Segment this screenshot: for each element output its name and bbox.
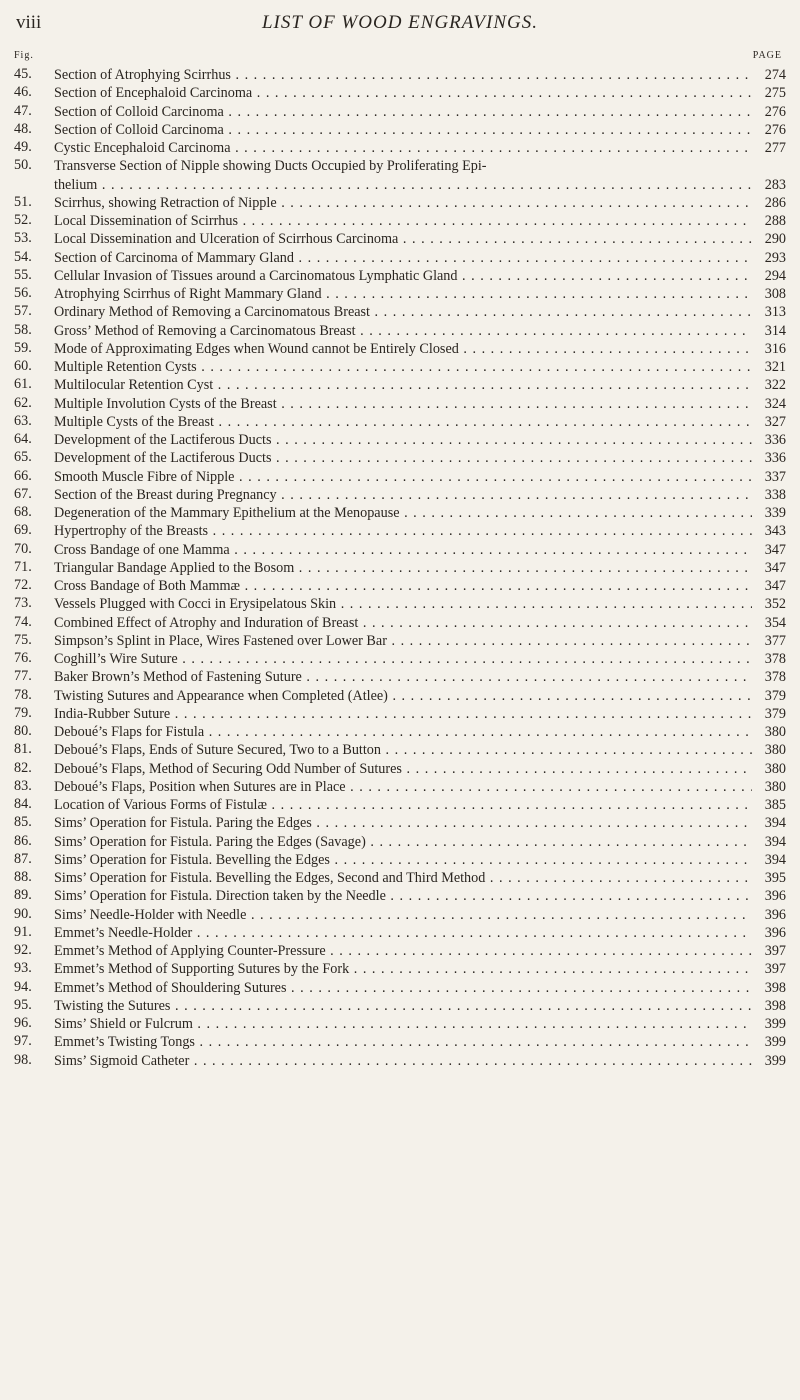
figure-number: 80.	[14, 723, 32, 739]
page-reference: 380	[754, 723, 786, 741]
page-reference: 308	[754, 285, 786, 303]
page-reference: 338	[754, 486, 786, 504]
list-item	[14, 741, 786, 759]
list-item	[14, 796, 786, 814]
figure-number: 53.	[14, 230, 32, 247]
page-header	[16, 12, 784, 40]
page-reference: 293	[754, 249, 786, 267]
list-item	[14, 522, 786, 540]
figure-number: 72.	[14, 577, 32, 593]
figure-title: Sims’ Operation for Fistula. Direction taken by the Needle . . .	[54, 887, 752, 905]
list-item	[14, 541, 786, 559]
list-item	[14, 449, 786, 467]
figure-number: 93.	[14, 960, 32, 977]
figure-title: Sims’ Operation for Fistula. Paring the Edges . . .	[54, 814, 752, 832]
page-reference: 343	[754, 522, 786, 540]
figure-title: Deboué’s Flaps for Fistula . . .	[54, 723, 752, 741]
figure-number: 54.	[14, 248, 32, 265]
list-item	[14, 650, 786, 668]
figure-number: 51.	[14, 193, 32, 210]
figure-number: 79.	[14, 704, 32, 721]
list-item	[14, 942, 786, 960]
figure-number: 57.	[14, 303, 32, 320]
figure-title: Ordinary Method of Removing a Carcinomatous Breast . . .	[54, 303, 752, 321]
figure-number: 82.	[14, 759, 32, 776]
list-item	[14, 431, 786, 449]
figure-title: Section of Carcinoma of Mammary Gland . . .	[54, 249, 752, 267]
figure-title: Deboué’s Flaps, Ends of Suture Secured, Two to a Button . . .	[54, 741, 752, 759]
list-item	[14, 504, 786, 522]
figure-title: Local Dissemination and Ulceration of Scirrhous Carcinoma . . .	[54, 230, 752, 248]
page-reference: 347	[754, 577, 786, 595]
page-reference: 276	[754, 103, 786, 121]
list-item	[14, 340, 786, 358]
figure-title: Sims’ Shield or Fulcrum . . .	[54, 1015, 752, 1033]
list-item	[14, 376, 786, 394]
figure-title: Location of Various Forms of Fistulæ . . .	[54, 796, 752, 814]
page-reference: 394	[754, 833, 786, 851]
figure-number: 47.	[14, 102, 32, 119]
figure-title: Deboué’s Flaps, Position when Sutures are in Place . . .	[54, 778, 752, 796]
figure-title: Transverse Section of Nipple showing Ducts Occupied by Proliferating Epi-	[54, 158, 487, 175]
list-item	[14, 303, 786, 321]
fig-column-label: Fig.	[14, 50, 34, 61]
list-item	[14, 614, 786, 632]
figure-number: 50.	[14, 157, 32, 174]
page-number: viii	[16, 12, 42, 33]
figure-title: Degeneration of the Mammary Epithelium at the Menopause . . .	[54, 504, 752, 522]
list-item	[14, 668, 786, 686]
list-item	[14, 267, 786, 285]
page-reference: 385	[754, 796, 786, 814]
figure-title: Development of the Lactiferous Ducts . . .	[54, 449, 752, 467]
figure-number: 85.	[14, 814, 32, 831]
list-item	[14, 230, 786, 248]
list-item	[14, 906, 786, 924]
figure-number: 60.	[14, 358, 32, 374]
figure-title: Baker Brown’s Method of Fastening Suture . . .	[54, 668, 752, 686]
page-reference: 336	[754, 449, 786, 467]
page-reference: 399	[754, 1015, 786, 1033]
list-item	[14, 157, 786, 194]
figure-title-continuation: thelium . . .	[54, 176, 752, 194]
page-reference: 286	[754, 194, 786, 212]
list-item	[14, 1015, 786, 1033]
figure-title: Combined Effect of Atrophy and Induration of Breast . . .	[54, 614, 752, 632]
page-reference: 396	[754, 906, 786, 924]
list-item	[14, 212, 786, 230]
figure-title: Twisting Sutures and Appearance when Completed (Atlee) . . .	[54, 687, 752, 705]
list-item	[14, 413, 786, 431]
figure-title: Sims’ Needle-Holder with Needle . . .	[54, 906, 752, 924]
engravings-list	[14, 66, 786, 1070]
list-item	[14, 778, 786, 796]
figure-number: 70.	[14, 540, 32, 557]
list-item	[14, 66, 786, 84]
page-reference: 347	[754, 559, 786, 577]
figure-number: 90.	[14, 905, 32, 922]
page-reference: 398	[754, 997, 786, 1015]
list-item	[14, 960, 786, 978]
figure-number: 88.	[14, 869, 32, 885]
figure-number: 48.	[14, 120, 32, 137]
figure-title: Cellular Invasion of Tissues around a Carcinomatous Lymphatic Gland . . .	[54, 267, 752, 285]
figure-number: 74.	[14, 613, 32, 630]
figure-number: 91.	[14, 923, 32, 940]
list-item	[14, 322, 786, 340]
page-reference: 396	[754, 924, 786, 942]
list-item	[14, 285, 786, 303]
figure-title: Local Dissemination of Scirrhus . . .	[54, 212, 752, 230]
page-reference: 347	[754, 541, 786, 559]
list-item	[14, 1052, 786, 1070]
figure-title: Emmet’s Method of Supporting Sutures by the Fork . . .	[54, 960, 752, 978]
page-reference: 274	[754, 66, 786, 84]
figure-number: 62.	[14, 394, 32, 411]
figure-title: Emmet’s Needle-Holder . . .	[54, 924, 752, 942]
page-reference: 399	[754, 1052, 786, 1070]
page-reference: 394	[754, 851, 786, 869]
figure-number: 45.	[14, 66, 32, 82]
figure-title: Multiple Retention Cysts . . .	[54, 358, 752, 376]
list-item	[14, 687, 786, 705]
list-item	[14, 887, 786, 905]
list-item	[14, 249, 786, 267]
figure-title: Sims’ Sigmoid Catheter . . .	[54, 1052, 752, 1070]
figure-title: Atrophying Scirrhus of Right Mammary Gland . . .	[54, 285, 752, 303]
page-reference: 380	[754, 778, 786, 796]
page-reference: 395	[754, 869, 786, 887]
page-column-label: PAGE	[752, 50, 782, 61]
list-item	[14, 358, 786, 376]
figure-number: 92.	[14, 942, 32, 958]
figure-number: 87.	[14, 850, 32, 867]
list-item	[14, 139, 786, 157]
figure-title: Cystic Encephaloid Carcinoma . . .	[54, 139, 752, 157]
column-headings	[14, 50, 782, 66]
figure-number: 58.	[14, 321, 32, 338]
list-item	[14, 577, 786, 595]
page-reference: 378	[754, 668, 786, 686]
page-reference: 398	[754, 979, 786, 997]
figure-number: 71.	[14, 558, 32, 575]
figure-title: Development of the Lactiferous Ducts . . .	[54, 431, 752, 449]
list-item	[14, 468, 786, 486]
figure-title: Emmet’s Method of Shouldering Sutures . . .	[54, 979, 752, 997]
figure-number: 68.	[14, 504, 32, 520]
figure-title: Triangular Bandage Applied to the Bosom . . .	[54, 559, 752, 577]
page-reference: 339	[754, 504, 786, 522]
figure-title: Section of Encephaloid Carcinoma . . .	[54, 84, 752, 102]
list-item	[14, 1033, 786, 1051]
list-item	[14, 632, 786, 650]
figure-title: Mode of Approximating Edges when Wound cannot be Entirely Closed . . .	[54, 340, 752, 358]
figure-number: 65.	[14, 449, 32, 466]
page-reference: 352	[754, 595, 786, 613]
list-item	[14, 814, 786, 832]
page-reference: 283	[754, 176, 786, 194]
list-item	[14, 997, 786, 1015]
figure-number: 96.	[14, 1015, 32, 1031]
figure-title: Cross Bandage of Both Mammæ . . .	[54, 577, 752, 595]
page-reference: 288	[754, 212, 786, 230]
list-item	[14, 869, 786, 887]
figure-number: 75.	[14, 631, 32, 648]
list-item	[14, 723, 786, 741]
figure-number: 56.	[14, 285, 32, 301]
page-reference: 276	[754, 121, 786, 139]
figure-number: 52.	[14, 212, 32, 228]
page-reference: 277	[754, 139, 786, 157]
page-reference: 399	[754, 1033, 786, 1051]
figure-title: Sims’ Operation for Fistula. Bevelling the Edges . . .	[54, 851, 752, 869]
figure-title: Section of Colloid Carcinoma . . .	[54, 121, 752, 139]
page-reference: 313	[754, 303, 786, 321]
figure-number: 49.	[14, 139, 32, 155]
list-item	[14, 486, 786, 504]
page-reference: 380	[754, 760, 786, 778]
figure-number: 64.	[14, 431, 32, 447]
figure-number: 97.	[14, 1033, 32, 1050]
figure-title: Sims’ Operation for Fistula. Bevelling the Edges, Second and Third Method . . .	[54, 869, 752, 887]
figure-title: Multiple Cysts of the Breast . . .	[54, 413, 752, 431]
figure-number: 84.	[14, 796, 32, 812]
page-reference: 314	[754, 322, 786, 340]
page-title: LIST OF WOOD ENGRAVINGS.	[261, 12, 539, 33]
figure-title: Smooth Muscle Fibre of Nipple . . .	[54, 468, 752, 486]
list-item	[14, 833, 786, 851]
figure-title: Vessels Plugged with Cocci in Erysipelatous Skin . . .	[54, 595, 752, 613]
figure-title: Section of the Breast during Pregnancy . . .	[54, 486, 752, 504]
list-item	[14, 760, 786, 778]
figure-title: Deboué’s Flaps, Method of Securing Odd Number of Sutures . . .	[54, 760, 752, 778]
page-reference: 397	[754, 942, 786, 960]
figure-number: 78.	[14, 686, 32, 703]
figure-title: Emmet’s Method of Applying Counter-Pressure . . .	[54, 942, 752, 960]
figure-title: Multilocular Retention Cyst . . .	[54, 376, 752, 394]
page-reference: 379	[754, 705, 786, 723]
page-reference: 377	[754, 632, 786, 650]
figure-number: 59.	[14, 339, 32, 356]
list-item	[14, 595, 786, 613]
page-reference: 327	[754, 413, 786, 431]
page-reference: 275	[754, 84, 786, 102]
figure-title: Multiple Involution Cysts of the Breast . . .	[54, 395, 752, 413]
figure-title: Emmet’s Twisting Tongs . . .	[54, 1033, 752, 1051]
figure-number: 46.	[14, 84, 32, 101]
figure-number: 81.	[14, 741, 32, 758]
page-reference: 290	[754, 230, 786, 248]
figure-number: 66.	[14, 467, 32, 484]
page-reference: 324	[754, 395, 786, 413]
figure-title: Gross’ Method of Removing a Carcinomatous Breast . . .	[54, 322, 752, 340]
figure-title: India-Rubber Suture . . .	[54, 705, 752, 723]
figure-number: 67.	[14, 485, 32, 502]
figure-title: Scirrhus, showing Retraction of Nipple . . .	[54, 194, 752, 212]
figure-title: Cross Bandage of one Mamma . . .	[54, 541, 752, 559]
page-reference: 294	[754, 267, 786, 285]
page-reference: 394	[754, 814, 786, 832]
page-reference: 337	[754, 468, 786, 486]
page-reference: 396	[754, 887, 786, 905]
figure-title: Simpson’s Splint in Place, Wires Fastened over Lower Bar . . .	[54, 632, 752, 650]
list-item	[14, 395, 786, 413]
figure-number: 95.	[14, 996, 32, 1013]
figure-title: Section of Colloid Carcinoma . . .	[54, 103, 752, 121]
page-reference: 380	[754, 741, 786, 759]
figure-number: 63.	[14, 412, 32, 429]
figure-number: 94.	[14, 978, 32, 995]
page-reference: 336	[754, 431, 786, 449]
page-reference: 397	[754, 960, 786, 978]
figure-title: Coghill’s Wire Suture . . .	[54, 650, 752, 668]
list-item	[14, 84, 786, 102]
list-item	[14, 979, 786, 997]
figure-number: 61.	[14, 376, 32, 393]
figure-number: 98.	[14, 1051, 32, 1068]
figure-title: Section of Atrophying Scirrhus . . .	[54, 66, 752, 84]
list-item	[14, 559, 786, 577]
page-reference: 379	[754, 687, 786, 705]
page-reference: 316	[754, 340, 786, 358]
page-reference: 378	[754, 650, 786, 668]
list-item	[14, 194, 786, 212]
page-reference: 354	[754, 614, 786, 632]
figure-number: 76.	[14, 650, 32, 666]
list-item	[14, 121, 786, 139]
list-item	[14, 924, 786, 942]
figure-number: 55.	[14, 266, 32, 283]
page-reference: 321	[754, 358, 786, 376]
figure-title: Hypertrophy of the Breasts . . .	[54, 522, 752, 540]
figure-number: 73.	[14, 595, 32, 612]
page-reference: 322	[754, 376, 786, 394]
figure-title: Twisting the Sutures . . .	[54, 997, 752, 1015]
list-item	[14, 705, 786, 723]
figure-number: 69.	[14, 522, 32, 539]
figure-number: 77.	[14, 668, 32, 685]
list-item	[14, 851, 786, 869]
figure-title: Sims’ Operation for Fistula. Paring the Edges (Savage) . . .	[54, 833, 752, 851]
list-item	[14, 103, 786, 121]
figure-number: 89.	[14, 887, 32, 904]
figure-number: 83.	[14, 777, 32, 794]
figure-number: 86.	[14, 832, 32, 849]
